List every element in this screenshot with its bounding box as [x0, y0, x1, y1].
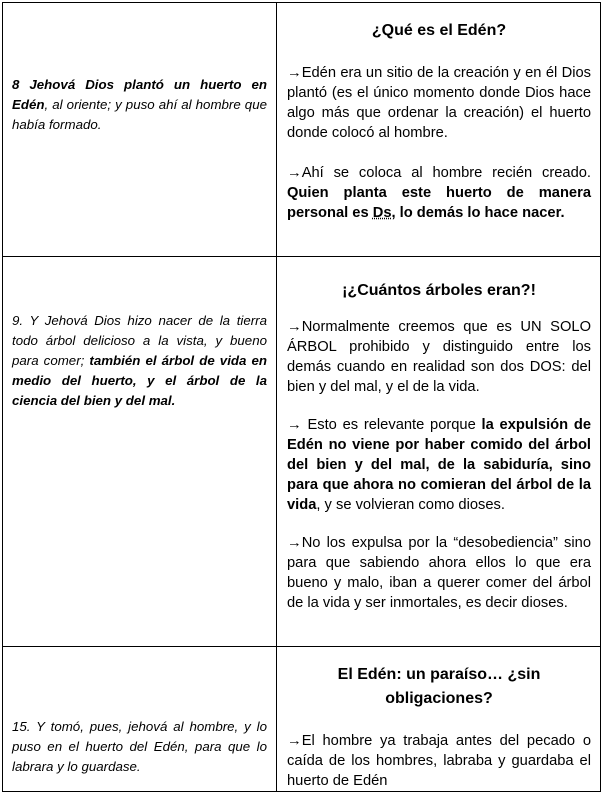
paragraph-text: la expulsión de Edén no viene por haber comido del árbol del bien y del mal, de la sabiduría, sino para que ahora no comieran del árbol de la vida — [287, 417, 591, 513]
verse-part: 15. Y tomó, pues, jehová al hombre, y lo puso en el huerto del Edén, para que lo labrara y lo guardase. — [12, 719, 267, 774]
verse-part: 8 Jehová Dios plantó un huerto en Edén — [12, 77, 267, 112]
commentary-cell — [277, 3, 601, 257]
paragraph-text: Ds — [372, 205, 392, 221]
verse-text — [12, 75, 267, 135]
table-row — [3, 257, 601, 647]
verse-part: 9. Y Jehová Dios hizo nacer de la tierra todo árbol delicioso a la vista, y bueno para comer; — [12, 313, 267, 368]
verse-part: también el árbol de vida en medio del huerto, y el árbol de la ciencia del bien y del mal. — [12, 353, 267, 408]
paragraph-text: →Normalmente creemos que es UN SOLO ÁRBOL prohibido y distinguido entre los demás cuando en realidad son dos DOS: del bien y del mal, y el de la vida. — [287, 319, 591, 395]
verse-cell — [3, 257, 277, 647]
table-row — [3, 647, 601, 792]
paragraph — [287, 533, 591, 613]
paragraph-text: → Esto es relevante porque — [287, 417, 482, 433]
paragraph-text: →Ahí se coloca al hombre recién creado. — [287, 165, 591, 181]
paragraph-text: , lo demás lo hace nacer. — [391, 205, 565, 221]
section-heading: ¿Qué es el Edén? — [371, 22, 507, 39]
table-row — [3, 3, 601, 257]
paragraph-text: →Edén era un sitio de la creación y en él Dios plantó (es el único momento donde Dios hace algo más que ordenar la creación) el huerto donde colocó al hombre. — [287, 65, 591, 141]
paragraph — [287, 731, 591, 791]
paragraph-text: →El hombre ya trabaja antes del pecado o caída de los hombres, labraba y guardaba el huerto de Edén — [287, 733, 591, 789]
paragraph — [287, 63, 591, 143]
paragraph-text: Quien planta este huerto de manera personal es — [287, 185, 591, 221]
section-heading: ¡¿Cuántos árboles eran?! — [342, 282, 536, 299]
verse-cell — [3, 3, 277, 257]
verse-part: , al oriente; y puso ahí al hombre que había formado. — [12, 97, 267, 132]
paragraph-text: →No los expulsa por la “desobediencia” sino para que sabiendo ahora ellos lo que era bueno y malo, iban a querer comer del árbol de la vida y ser inmortales, es decir dioses. — [287, 535, 591, 611]
paragraph — [287, 317, 591, 397]
verse-text — [12, 311, 267, 411]
section-heading: El Edén: un paraíso… ¿sin obligaciones? — [337, 666, 541, 707]
verse-cell — [3, 647, 277, 792]
paragraph — [287, 163, 591, 223]
commentary-cell — [277, 257, 601, 647]
paragraph-text: , y se volvieran como dioses. — [316, 497, 505, 513]
commentary-table — [2, 2, 601, 792]
commentary-cell — [277, 647, 601, 792]
paragraph — [287, 415, 591, 515]
verse-text — [12, 717, 267, 777]
